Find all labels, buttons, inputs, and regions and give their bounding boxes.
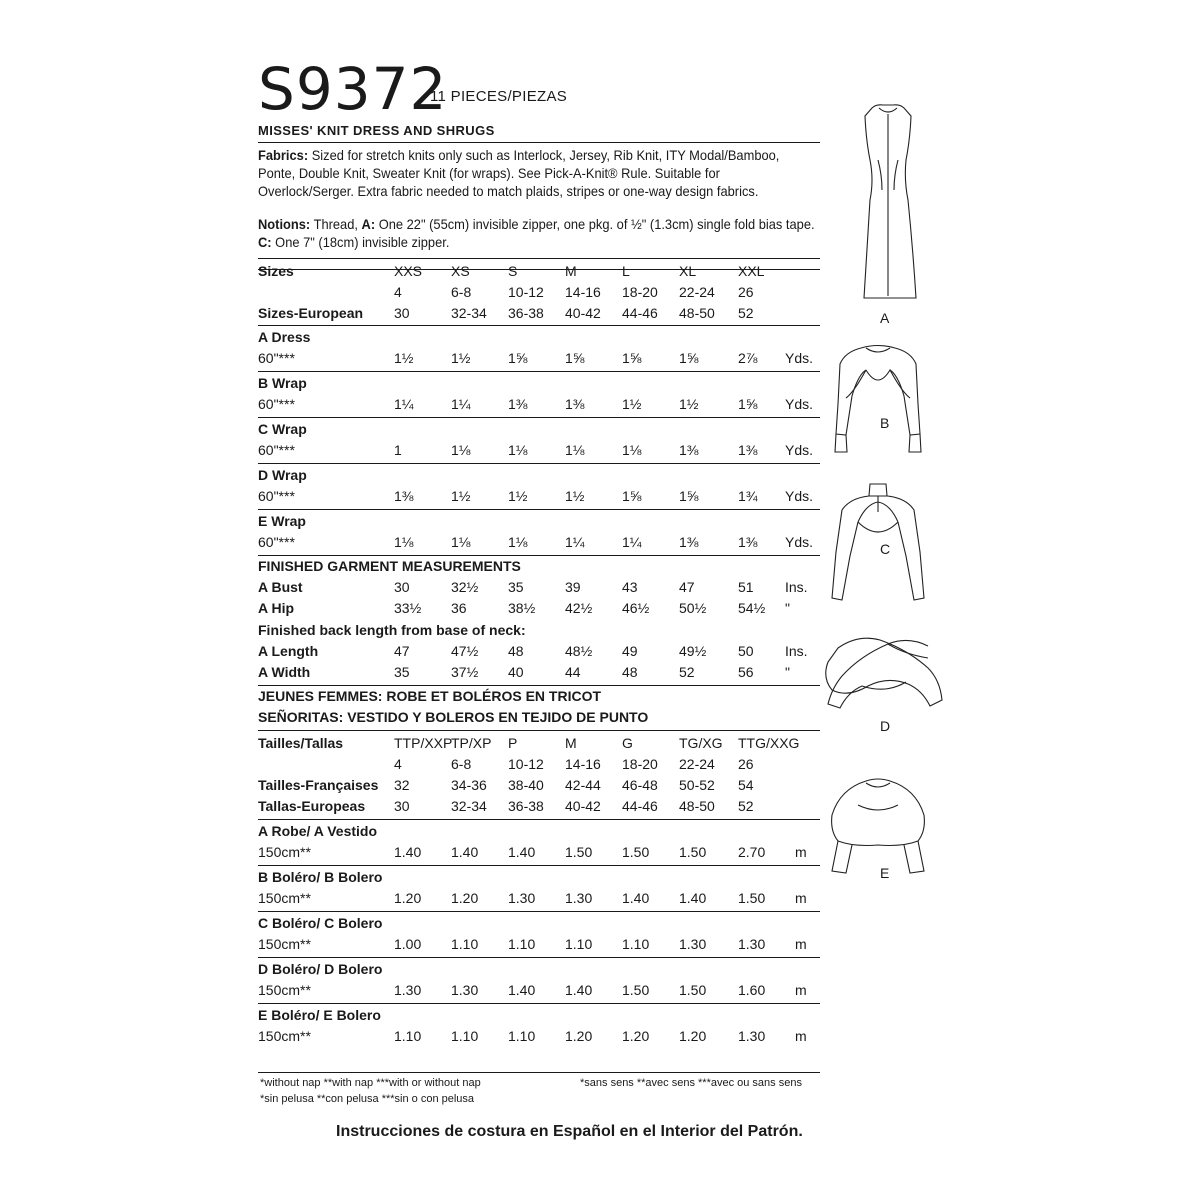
yardage-value: 1.30 bbox=[565, 890, 593, 906]
yardage-value: 1.50 bbox=[738, 890, 766, 906]
yardage-value: 1⅛ bbox=[451, 534, 471, 550]
measurement-value: 44 bbox=[565, 664, 581, 680]
measurement-value: 42½ bbox=[565, 600, 593, 616]
yardage-value: 1⅛ bbox=[394, 534, 414, 550]
divider bbox=[258, 325, 820, 326]
size-letter: M bbox=[565, 263, 577, 279]
yardage-value: 1.10 bbox=[451, 1028, 479, 1044]
size-letter: XXL bbox=[738, 263, 765, 279]
yardage-value: 1½ bbox=[565, 488, 585, 504]
size-european: 48-50 bbox=[679, 305, 715, 321]
title-french: JEUNES FEMMES: ROBE ET BOLÉROS EN TRICOT bbox=[258, 688, 602, 704]
measurement-value: 30 bbox=[394, 579, 410, 595]
yardage-value: 1⅜ bbox=[394, 488, 414, 504]
size-french: 42-44 bbox=[565, 777, 601, 793]
size-number: 18-20 bbox=[622, 756, 658, 772]
divider bbox=[258, 463, 820, 464]
unit-label: m bbox=[795, 936, 807, 952]
divider bbox=[258, 258, 820, 259]
yardage-value: 1.30 bbox=[679, 936, 707, 952]
yardage-value: 1.10 bbox=[394, 1028, 422, 1044]
size-number: 10-12 bbox=[508, 756, 544, 772]
yardage-view-label: A Robe/ A Vestido bbox=[258, 823, 378, 839]
yardage-value: 1⅜ bbox=[508, 396, 528, 412]
tallas-europeas-label: Tallas-Europeas bbox=[258, 798, 366, 814]
notions-text-2: One 22" (55cm) invisible zipper, one pkg. of ½" (1.3cm) single fold bias tape. bbox=[375, 216, 815, 232]
yardage-value: 1¼ bbox=[394, 396, 414, 412]
title-spanish: SEÑORITAS: VESTIDO Y BOLEROS EN TEJIDO DE PUNTO bbox=[258, 709, 649, 725]
divider bbox=[258, 730, 820, 731]
unit-label: Yds. bbox=[785, 350, 814, 366]
spanish-instructions-note: Instrucciones de costura en Español en el Interior del Patrón. bbox=[336, 1123, 803, 1140]
measurement-value: 50½ bbox=[679, 600, 707, 616]
yardage-value: 1.50 bbox=[622, 844, 650, 860]
divider bbox=[258, 1003, 820, 1004]
divider bbox=[258, 269, 820, 270]
yardage-value: 1.50 bbox=[679, 844, 707, 860]
yardage-value: 1⅛ bbox=[508, 534, 528, 550]
fabric-width: 150cm** bbox=[258, 936, 311, 952]
divider bbox=[258, 1072, 820, 1073]
fabric-width: 150cm** bbox=[258, 982, 311, 998]
yardage-value: 1¼ bbox=[565, 534, 585, 550]
measurement-value: 56 bbox=[738, 664, 754, 680]
measurement-value: 52 bbox=[679, 664, 695, 680]
title-english: MISSES' KNIT DRESS AND SHRUGS bbox=[258, 123, 495, 138]
yardage-value: 1⅜ bbox=[679, 442, 699, 458]
yardage-value: 1.40 bbox=[451, 844, 479, 860]
size-european: 40-42 bbox=[565, 305, 601, 321]
notions-text-1: Thread, bbox=[310, 216, 362, 232]
measurement-label: A Width bbox=[258, 664, 311, 680]
yardage-value: 1⅝ bbox=[738, 396, 758, 412]
yardage-value: 1.20 bbox=[679, 1028, 707, 1044]
measurement-value: 49 bbox=[622, 643, 638, 659]
measurement-label: A Hip bbox=[258, 600, 295, 616]
yardage-value: 1.60 bbox=[738, 982, 766, 998]
yardage-value: 1.40 bbox=[565, 982, 593, 998]
size-number: 6-8 bbox=[451, 756, 472, 772]
measurement-value: 51 bbox=[738, 579, 754, 595]
yardage-value: 1½ bbox=[451, 350, 471, 366]
size-letter: P bbox=[508, 735, 518, 751]
unit-label: m bbox=[795, 982, 807, 998]
unit-label: Ins. bbox=[785, 643, 808, 659]
tailles-francaises-label: Tailles-Françaises bbox=[258, 777, 379, 793]
yardage-value: 1½ bbox=[622, 396, 642, 412]
yardage-value: 1⅝ bbox=[622, 350, 642, 366]
cape-shrug-sketch-icon bbox=[818, 775, 938, 875]
divider bbox=[258, 371, 820, 372]
unit-label: " bbox=[785, 600, 790, 616]
size-french: 34-36 bbox=[451, 777, 487, 793]
fabric-width: 60"*** bbox=[258, 442, 295, 458]
fabrics-text: Sized for stretch knits only such as Interlock, Jersey, Rib Knit, ITY Modal/Bamboo, Ponte, Double Knit, Sweater Knit (for wraps). See Pick-A-Knit® Rule. Suitable for Overlock/Serger. Extra fabric needed to match plaids, stripes or one-way design fabrics. bbox=[258, 147, 780, 199]
yardage-value: 1⅝ bbox=[565, 350, 585, 366]
yardage-value: 2⅞ bbox=[738, 350, 758, 366]
yardage-view-label: D Boléro/ D Bolero bbox=[258, 961, 383, 977]
divider bbox=[258, 685, 820, 686]
yardage-value: 1¾ bbox=[738, 488, 758, 504]
measurement-value: 36 bbox=[451, 600, 467, 616]
divider bbox=[258, 865, 820, 866]
yardage-value: 1½ bbox=[394, 350, 414, 366]
yardage-value: 1⅛ bbox=[451, 442, 471, 458]
notions-c-label: C: bbox=[258, 234, 272, 250]
notions-a-label: A: bbox=[361, 216, 376, 232]
measurement-value: 39 bbox=[565, 579, 581, 595]
yardage-value: 1½ bbox=[679, 396, 699, 412]
unit-label: Yds. bbox=[785, 488, 814, 504]
yardage-value: 1.10 bbox=[565, 936, 593, 952]
measurement-value: 48 bbox=[622, 664, 638, 680]
yardage-value: 1.00 bbox=[394, 936, 422, 952]
size-french: 50-52 bbox=[679, 777, 715, 793]
yardage-value: 1.10 bbox=[622, 936, 650, 952]
yardage-value: 1⅛ bbox=[622, 442, 642, 458]
measurement-value: 43 bbox=[622, 579, 638, 595]
yardage-value: 1.20 bbox=[622, 1028, 650, 1044]
measurement-value: 37½ bbox=[451, 664, 479, 680]
size-number: 22-24 bbox=[679, 756, 715, 772]
measurement-value: 32½ bbox=[451, 579, 479, 595]
divider bbox=[258, 142, 820, 143]
measurement-value: 35 bbox=[508, 579, 524, 595]
size-european: 30 bbox=[394, 798, 410, 814]
unit-label: Yds. bbox=[785, 534, 814, 550]
yardage-value: 1½ bbox=[451, 488, 471, 504]
view-label-a: A bbox=[880, 310, 890, 326]
yardage-value: 1⅜ bbox=[738, 534, 758, 550]
measurement-value: 40 bbox=[508, 664, 524, 680]
size-european: 52 bbox=[738, 305, 754, 321]
unit-label: Yds. bbox=[785, 442, 814, 458]
measurement-value: 54½ bbox=[738, 600, 766, 616]
measurement-value: 35 bbox=[394, 664, 410, 680]
yardage-view-label: E Boléro/ E Bolero bbox=[258, 1007, 381, 1023]
divider bbox=[258, 957, 820, 958]
size-letter: TG/XG bbox=[679, 735, 723, 751]
size-number: 26 bbox=[738, 284, 754, 300]
size-french: 38-40 bbox=[508, 777, 544, 793]
size-european: 36-38 bbox=[508, 798, 544, 814]
mock-neck-shrug-sketch-icon bbox=[818, 482, 938, 602]
size-letter: G bbox=[622, 735, 633, 751]
yardage-value: 1⅛ bbox=[565, 442, 585, 458]
size-number: 10-12 bbox=[508, 284, 544, 300]
crossover-wrap-sketch-icon bbox=[818, 628, 948, 718]
yardage-value: 1¼ bbox=[622, 534, 642, 550]
size-number: 6-8 bbox=[451, 284, 472, 300]
size-european: 32-34 bbox=[451, 305, 487, 321]
footnote-english: *without nap **with nap ***with or without nap bbox=[260, 1077, 481, 1089]
yardage-value: 1.40 bbox=[508, 844, 536, 860]
size-number: 18-20 bbox=[622, 284, 658, 300]
yardage-value: 1.30 bbox=[508, 890, 536, 906]
footnote-french: *sans sens **avec sens ***avec ou sans sens bbox=[580, 1077, 802, 1089]
yardage-value: 1⅝ bbox=[679, 488, 699, 504]
size-european: 52 bbox=[738, 798, 754, 814]
unit-label: Yds. bbox=[785, 396, 814, 412]
measurement-value: 38½ bbox=[508, 600, 536, 616]
sleeveless-dress-sketch-icon bbox=[838, 100, 938, 310]
fabric-width: 150cm** bbox=[258, 844, 311, 860]
yardage-value: 1.40 bbox=[508, 982, 536, 998]
view-label-d: D bbox=[880, 718, 891, 734]
yardage-view-label: A Dress bbox=[258, 329, 311, 345]
yardage-value: 1.50 bbox=[565, 844, 593, 860]
size-letter: TP/XP bbox=[451, 735, 492, 751]
measurement-value: 48½ bbox=[565, 643, 593, 659]
yardage-value: 1.40 bbox=[679, 890, 707, 906]
measurement-value: 47 bbox=[394, 643, 410, 659]
unit-label: m bbox=[795, 1028, 807, 1044]
measurement-label: A Bust bbox=[258, 579, 303, 595]
size-number: 14-16 bbox=[565, 284, 601, 300]
fabric-width: 60"*** bbox=[258, 488, 295, 504]
size-number: 26 bbox=[738, 756, 754, 772]
yardage-value: 1⅝ bbox=[622, 488, 642, 504]
size-letter: XS bbox=[451, 263, 470, 279]
size-letter: L bbox=[622, 263, 630, 279]
fabric-width: 150cm** bbox=[258, 890, 311, 906]
divider bbox=[258, 417, 820, 418]
view-label-b: B bbox=[880, 415, 890, 431]
yardage-value: 1¼ bbox=[451, 396, 471, 412]
yardage-view-label: D Wrap bbox=[258, 467, 307, 483]
notions-text-3: One 7" (18cm) invisible zipper. bbox=[271, 234, 450, 250]
yardage-value: 1.40 bbox=[622, 890, 650, 906]
size-letter: M bbox=[565, 735, 577, 751]
yardage-value: 1½ bbox=[508, 488, 528, 504]
size-french: 54 bbox=[738, 777, 754, 793]
size-european: 48-50 bbox=[679, 798, 715, 814]
yardage-value: 1⅜ bbox=[679, 534, 699, 550]
measurement-value: 50 bbox=[738, 643, 754, 659]
pieces-count: 11 PIECES/PIEZAS bbox=[430, 88, 568, 105]
unit-label: " bbox=[785, 664, 790, 680]
fabrics-label: Fabrics: bbox=[258, 147, 309, 163]
notions-label: Notions: bbox=[258, 216, 311, 232]
yardage-value: 1⅜ bbox=[565, 396, 585, 412]
yardage-view-label: B Boléro/ B Bolero bbox=[258, 869, 383, 885]
measurement-value: 47½ bbox=[451, 643, 479, 659]
size-number: 4 bbox=[394, 756, 402, 772]
yardage-value: 1.10 bbox=[451, 936, 479, 952]
size-number: 4 bbox=[394, 284, 402, 300]
yardage-view-label: C Wrap bbox=[258, 421, 307, 437]
fabrics-block bbox=[258, 146, 819, 200]
fabric-width: 60"*** bbox=[258, 396, 295, 412]
yardage-value: 1.30 bbox=[394, 982, 422, 998]
yardage-value: 1⅛ bbox=[508, 442, 528, 458]
fabric-width: 60"*** bbox=[258, 534, 295, 550]
yardage-value: 1.20 bbox=[394, 890, 422, 906]
yardage-value: 1.20 bbox=[565, 1028, 593, 1044]
yardage-value: 1.30 bbox=[738, 1028, 766, 1044]
measurement-value: 47 bbox=[679, 579, 695, 595]
yardage-view-label: C Boléro/ C Bolero bbox=[258, 915, 383, 931]
size-european: 36-38 bbox=[508, 305, 544, 321]
fabric-width: 150cm** bbox=[258, 1028, 311, 1044]
measurement-value: 49½ bbox=[679, 643, 707, 659]
size-letter: XXS bbox=[394, 263, 423, 279]
yardage-view-label: B Wrap bbox=[258, 375, 307, 391]
size-letter: XL bbox=[679, 263, 697, 279]
view-label-c: C bbox=[880, 541, 891, 557]
divider bbox=[258, 819, 820, 820]
yardage-value: 1.50 bbox=[679, 982, 707, 998]
view-label-e: E bbox=[880, 865, 890, 881]
measurement-value: 48 bbox=[508, 643, 524, 659]
size-european: 44-46 bbox=[622, 798, 658, 814]
yardage-value: 1.10 bbox=[508, 936, 536, 952]
sizes-label: Sizes bbox=[258, 263, 294, 279]
yardage-value: 1.30 bbox=[738, 936, 766, 952]
notions-block bbox=[258, 215, 819, 251]
yardage-value: 1⅝ bbox=[508, 350, 528, 366]
yardage-value: 1.30 bbox=[451, 982, 479, 998]
yardage-value: 1 bbox=[394, 442, 402, 458]
yardage-value: 1.50 bbox=[622, 982, 650, 998]
yardage-view-label: E Wrap bbox=[258, 513, 306, 529]
yardage-value: 1.20 bbox=[451, 890, 479, 906]
divider bbox=[258, 555, 820, 556]
divider bbox=[258, 509, 820, 510]
unit-label: Ins. bbox=[785, 579, 808, 595]
yardage-value: 1.10 bbox=[508, 1028, 536, 1044]
yardage-value: 2.70 bbox=[738, 844, 766, 860]
footnote-spanish: *sin pelusa **con pelusa ***sin o con pelusa bbox=[260, 1093, 475, 1105]
size-european: 30 bbox=[394, 305, 410, 321]
measurement-label: A Length bbox=[258, 643, 319, 659]
unit-label: m bbox=[795, 844, 807, 860]
yardage-value: 1⅝ bbox=[679, 350, 699, 366]
unit-label: m bbox=[795, 890, 807, 906]
fabric-width: 60"*** bbox=[258, 350, 295, 366]
size-french: 46-48 bbox=[622, 777, 658, 793]
sizes-european-label: Sizes-European bbox=[258, 305, 364, 321]
cropped-shrug-sketch-icon bbox=[818, 340, 938, 460]
size-french: 32 bbox=[394, 777, 410, 793]
yardage-value: 1.40 bbox=[394, 844, 422, 860]
back-length-label: Finished back length from base of neck: bbox=[258, 622, 526, 638]
size-european: 44-46 bbox=[622, 305, 658, 321]
divider bbox=[258, 911, 820, 912]
measurement-value: 33½ bbox=[394, 600, 422, 616]
measurement-value: 46½ bbox=[622, 600, 650, 616]
size-letter: TTP/XXP bbox=[394, 735, 453, 751]
tailles-label: Tailles/Tallas bbox=[258, 735, 344, 751]
size-letter: TTG/XXG bbox=[738, 735, 800, 751]
size-letter: S bbox=[508, 263, 518, 279]
yardage-value: 1⅜ bbox=[738, 442, 758, 458]
size-number: 22-24 bbox=[679, 284, 715, 300]
size-number: 14-16 bbox=[565, 756, 601, 772]
pattern-number: S9372 bbox=[258, 55, 448, 123]
size-european: 40-42 bbox=[565, 798, 601, 814]
size-european: 32-34 bbox=[451, 798, 487, 814]
finished-measurements-title: FINISHED GARMENT MEASUREMENTS bbox=[258, 558, 521, 574]
